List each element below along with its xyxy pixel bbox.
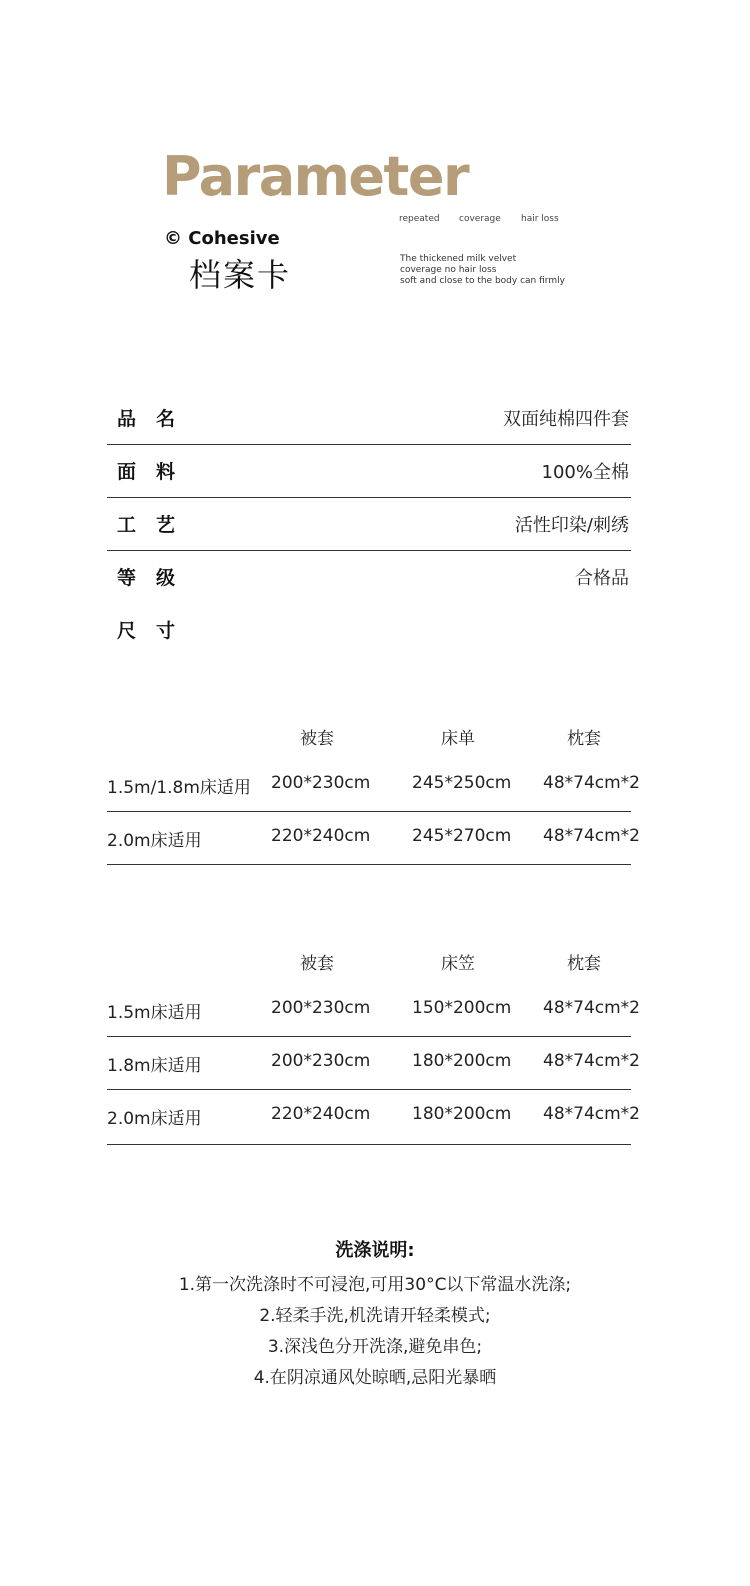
table-row (107, 1037, 640, 1090)
table-cell: 2.0m床适用 (107, 831, 202, 851)
table-cell: 48*74cm*2 (543, 1104, 640, 1124)
param-row-fabric (107, 444, 631, 498)
description-line: soft and close to the body can firmly (400, 276, 565, 286)
param-value: 100%全棉 (541, 462, 629, 483)
table-cell: 180*200cm (412, 1104, 512, 1124)
table-row (107, 984, 640, 1037)
table-cell: 200*230cm (271, 1051, 371, 1071)
table-cell: 220*240cm (271, 1104, 371, 1124)
table-cell: 200*230cm (271, 998, 371, 1018)
description-line: coverage no hair loss (400, 265, 497, 275)
table-header-cell: 被套 (300, 954, 334, 974)
brand-name: © Cohesive (164, 228, 280, 249)
table-cell: 220*240cm (271, 826, 371, 846)
table-cell: 48*74cm*2 (543, 998, 640, 1018)
param-label: 工艺 (117, 514, 196, 536)
table-cell: 2.0m床适用 (107, 1109, 202, 1129)
wash-line: 3.深浅色分开洗涤,避免串色; (267, 1337, 483, 1357)
table-header-cell: 枕套 (567, 729, 601, 749)
param-label: 等级 (117, 567, 196, 589)
wash-title: 洗涤说明: (335, 1240, 415, 1261)
table-row (107, 1090, 640, 1145)
table-header-cell: 床笠 (441, 954, 475, 974)
table-header-cell: 床单 (441, 729, 475, 749)
table-cell: 180*200cm (412, 1051, 512, 1071)
param-label: 品名 (117, 408, 196, 430)
table-cell: 1.5m/1.8m床适用 (107, 778, 251, 798)
wash-line: 2.轻柔手洗,机洗请开轻柔模式; (259, 1306, 491, 1326)
table-row (107, 812, 640, 865)
tag-coverage: coverage (459, 214, 501, 224)
table-cell: 48*74cm*2 (543, 826, 640, 846)
table-header-cell: 被套 (300, 729, 334, 749)
table-cell: 1.8m床适用 (107, 1056, 202, 1076)
wash-line: 1.第一次洗涤时不可浸泡,可用30°C以下常温水洗涤; (178, 1275, 572, 1295)
param-label: 面料 (117, 461, 196, 483)
table-cell: 150*200cm (412, 998, 512, 1018)
table-cell: 245*270cm (412, 826, 512, 846)
table1-header (107, 710, 631, 762)
table-cell: 48*74cm*2 (543, 773, 640, 793)
table-cell: 245*250cm (412, 773, 512, 793)
param-value: 双面纯棉四件套 (503, 409, 629, 430)
param-row-name (107, 391, 631, 445)
page-title: Parameter (162, 145, 469, 208)
table-row (107, 759, 640, 812)
table-cell: 200*230cm (271, 773, 371, 793)
param-row-grade (107, 550, 631, 603)
param-row-size (107, 603, 631, 656)
wash-line: 4.在阴凉通风处晾晒,忌阳光暴晒 (253, 1368, 497, 1388)
description (400, 254, 565, 287)
table-header-cell: 枕套 (567, 954, 601, 974)
tag-hair-loss: hair loss (521, 214, 559, 224)
param-label: 尺寸 (117, 620, 196, 642)
chinese-title: 档案卡 (189, 256, 292, 294)
wash-instructions (0, 1236, 750, 1394)
description-line: The thickened milk velvet (400, 254, 517, 264)
table2-header (107, 935, 631, 987)
table-cell: 48*74cm*2 (543, 1051, 640, 1071)
param-value: 活性印染/刺绣 (514, 515, 629, 536)
param-value: 合格品 (575, 568, 629, 589)
tag-repeated: repeated (399, 214, 440, 224)
param-row-craft (107, 497, 631, 551)
table-cell: 1.5m床适用 (107, 1003, 202, 1023)
